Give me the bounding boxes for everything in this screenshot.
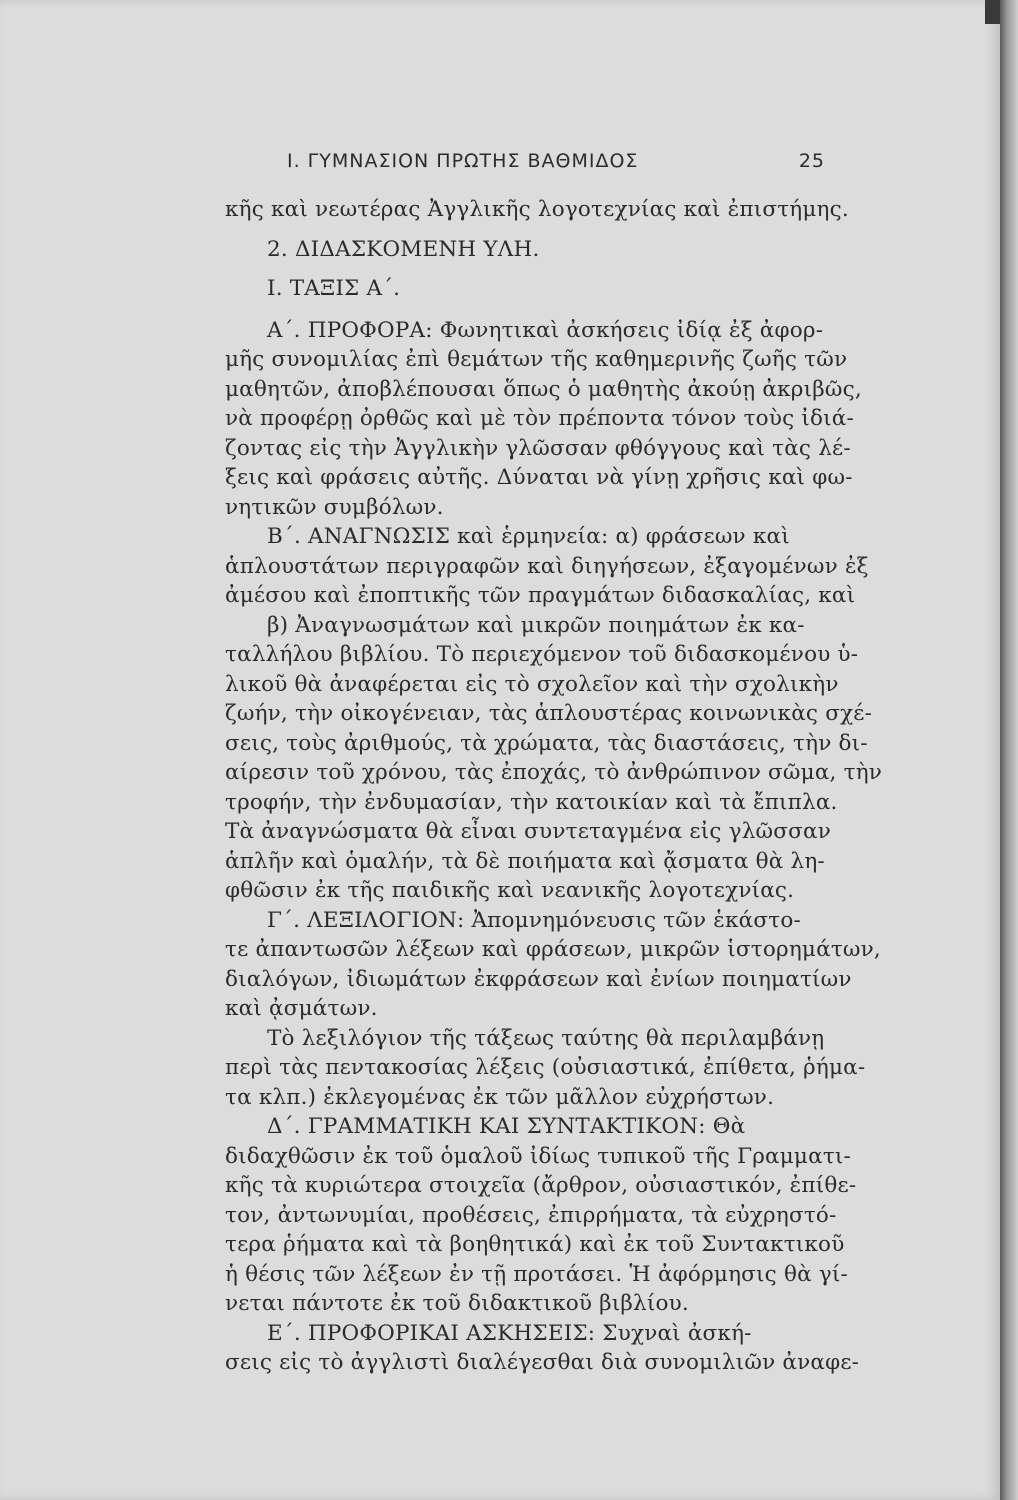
text-line: Β΄. ΑΝΑΓΝΩΣΙΣ καὶ ἑρμηνεία: α) φράσεων καὶ: [267, 524, 790, 549]
text-line: διδαχθῶσιν ἐκ τοῦ ὁμαλοῦ ἰδίως τυπικοῦ τῆς Γραμματι-: [225, 1143, 852, 1169]
page-edge: [1000, 0, 1018, 1500]
text-line: τον, ἀντωνυμίαι, προθέσεις, ἐπιρρήματα, τὰ εὐχρηστό-: [225, 1202, 837, 1228]
text-line: τα κλπ.) ἐκλεγομένας ἐκ τῶν μᾶλλον εὐχρήστων.: [225, 1084, 775, 1110]
text-line: νὰ προφέρῃ ὀρθῶς καὶ μὲ τὸν πρέποντα τόνον τοὺς ἰδιά-: [225, 406, 854, 431]
text-line: νητικῶν συμβόλων.: [225, 494, 444, 520]
text-line: ταλλήλου βιβλίου. Τὸ περιεχόμενον τοῦ διδασκομένου ὑ-: [225, 642, 859, 667]
text-line: β) Ἀναγνωσμάτων καὶ μικρῶν ποιημάτων ἐκ κα-: [267, 612, 805, 638]
text-line: σεις, τοὺς ἀριθμούς, τὰ χρώματα, τὰς διαστάσεις, τὴν δι-: [225, 730, 868, 756]
text-line: κῆς τὰ κυριώτερα στοιχεῖα (ἄρθρον, οὐσιαστικόν, ἐπίθε-: [225, 1173, 857, 1198]
text-line: Α΄. ΠΡΟΦΟΡΑ: Φωνητικαὶ ἀσκήσεις ἰδίᾳ ἐξ ἀφορ-: [267, 317, 824, 343]
text-line: Τὰ ἀναγνώσματα θὰ εἶναι συντεταγμένα εἰς γλῶσσαν: [225, 819, 832, 844]
text-line: λικοῦ θὰ ἀναφέρεται εἰς τὸ σχολεῖον καὶ τὴν σχολικὴν: [225, 671, 839, 697]
scan-corner-mark: [985, 0, 1000, 24]
text-line: ξεις καὶ φράσεις αὐτῆς. Δύναται νὰ γίνῃ χρῆσις καὶ φω-: [225, 465, 853, 490]
text-line: μῆς συνομιλίας ἐπὶ θεμάτων τῆς καθημερινῆς ζωῆς τῶν: [225, 347, 848, 372]
text-line: τροφήν, τὴν ἐνδυμασίαν, τὴν κατοικίαν καὶ τὰ ἔπιπλα.: [225, 789, 838, 815]
page-number: 25: [798, 150, 825, 172]
section-heading: 2. ΔΙΔΑΣΚΟΜΕΝΗ ΥΛΗ.: [267, 236, 540, 262]
text-line: ζοντας εἰς τὴν Ἀγγλικὴν γλῶσσαν φθόγγους καὶ τὰς λέ-: [225, 435, 851, 461]
text-line: τε ἀπαντωσῶν λέξεων καὶ φράσεων, μικρῶν ἱστορημάτων,: [225, 937, 881, 962]
text-line: ζωήν, τὴν οἰκογένειαν, τὰς ἁπλουστέρας κοινωνικὰς σχέ-: [225, 701, 873, 726]
text-line: τερα ῥήματα καὶ τὰ βοηθητικά) καὶ ἐκ τοῦ Συντακτικοῦ: [225, 1232, 845, 1257]
text-line: κῆς καὶ νεωτέρας Ἀγγλικῆς λογοτεχνίας καὶ ἐπιστήμης.: [225, 197, 849, 222]
text-line: ἁπλῆν καὶ ὁμαλήν, τὰ δὲ ποιήματα καὶ ᾄσματα θὰ λη-: [225, 848, 825, 874]
running-head: [287, 150, 825, 172]
text-line: αίρεσιν τοῦ χρόνου, τὰς ἐποχάς, τὸ ἀνθρώπινον σῶμα, τὴν: [225, 760, 883, 785]
text-line: Δ΄. ΓΡΑΜΜΑΤΙΚΗ ΚΑΙ ΣΥΝΤΑΚΤΙΚΟΝ: Θὰ: [267, 1114, 746, 1139]
text-line: φθῶσιν ἐκ τῆς παιδικῆς καὶ νεανικῆς λογοτεχνίας.: [225, 878, 795, 903]
class-heading: Ι. ΤΑΞΙΣ Α΄.: [267, 276, 401, 301]
text-line: ἁπλουστάτων περιγραφῶν καὶ διηγήσεων, ἐξαγομένων ἐξ: [225, 553, 869, 579]
text-line: μαθητῶν, ἀποβλέπουσαι ὅπως ὁ μαθητὴς ἀκούῃ ἀκριβῶς,: [225, 376, 862, 402]
text-line: Ε΄. ΠΡΟΦΟΡΙΚΑΙ ΑΣΚΗΣΕΙΣ: Συχναὶ ἀσκή-: [267, 1320, 752, 1346]
text-line: Γ΄. ΛΕΞΙΛΟΓΙΟΝ: Ἀπομνημόνευσις τῶν ἑκάστο-: [267, 907, 801, 933]
running-head-title: Ι. ΓΥΜΝΑΣΙΟΝ ΠΡΩΤΗΣ ΒΑΘΜΙΔΟΣ: [287, 150, 639, 172]
text-line: σεις εἰς τὸ ἀγγλιστὶ διαλέγεσθαι διὰ συνομιλιῶν ἀναφε-: [225, 1350, 860, 1375]
text-line: νεται πάντοτε ἐκ τοῦ διδακτικοῦ βιβλίου.: [225, 1291, 689, 1316]
text-line: ἡ θέσις τῶν λέξεων ἐν τῇ προτάσει. Ἡ ἀφόρμησις θὰ γί-: [225, 1261, 848, 1287]
text-line: περὶ τὰς πεντακοσίας λέξεις (οὐσιαστικά, ἐπίθετα, ῥήμα-: [225, 1055, 866, 1080]
text-line: Τὸ λεξιλόγιον τῆς τάξεως ταύτης θὰ περιλαμβάνῃ: [267, 1025, 825, 1051]
text-line: καὶ ᾀσμάτων.: [225, 996, 378, 1021]
page-text-block: [225, 150, 883, 1378]
text-line: ἀμέσου καὶ ἐποπτικῆς τῶν πραγμάτων διδασκαλίας, καὶ: [225, 583, 856, 608]
text-line: διαλόγων, ἰδιωμάτων ἐκφράσεων καὶ ἐνίων ποιηματίων: [225, 966, 852, 992]
